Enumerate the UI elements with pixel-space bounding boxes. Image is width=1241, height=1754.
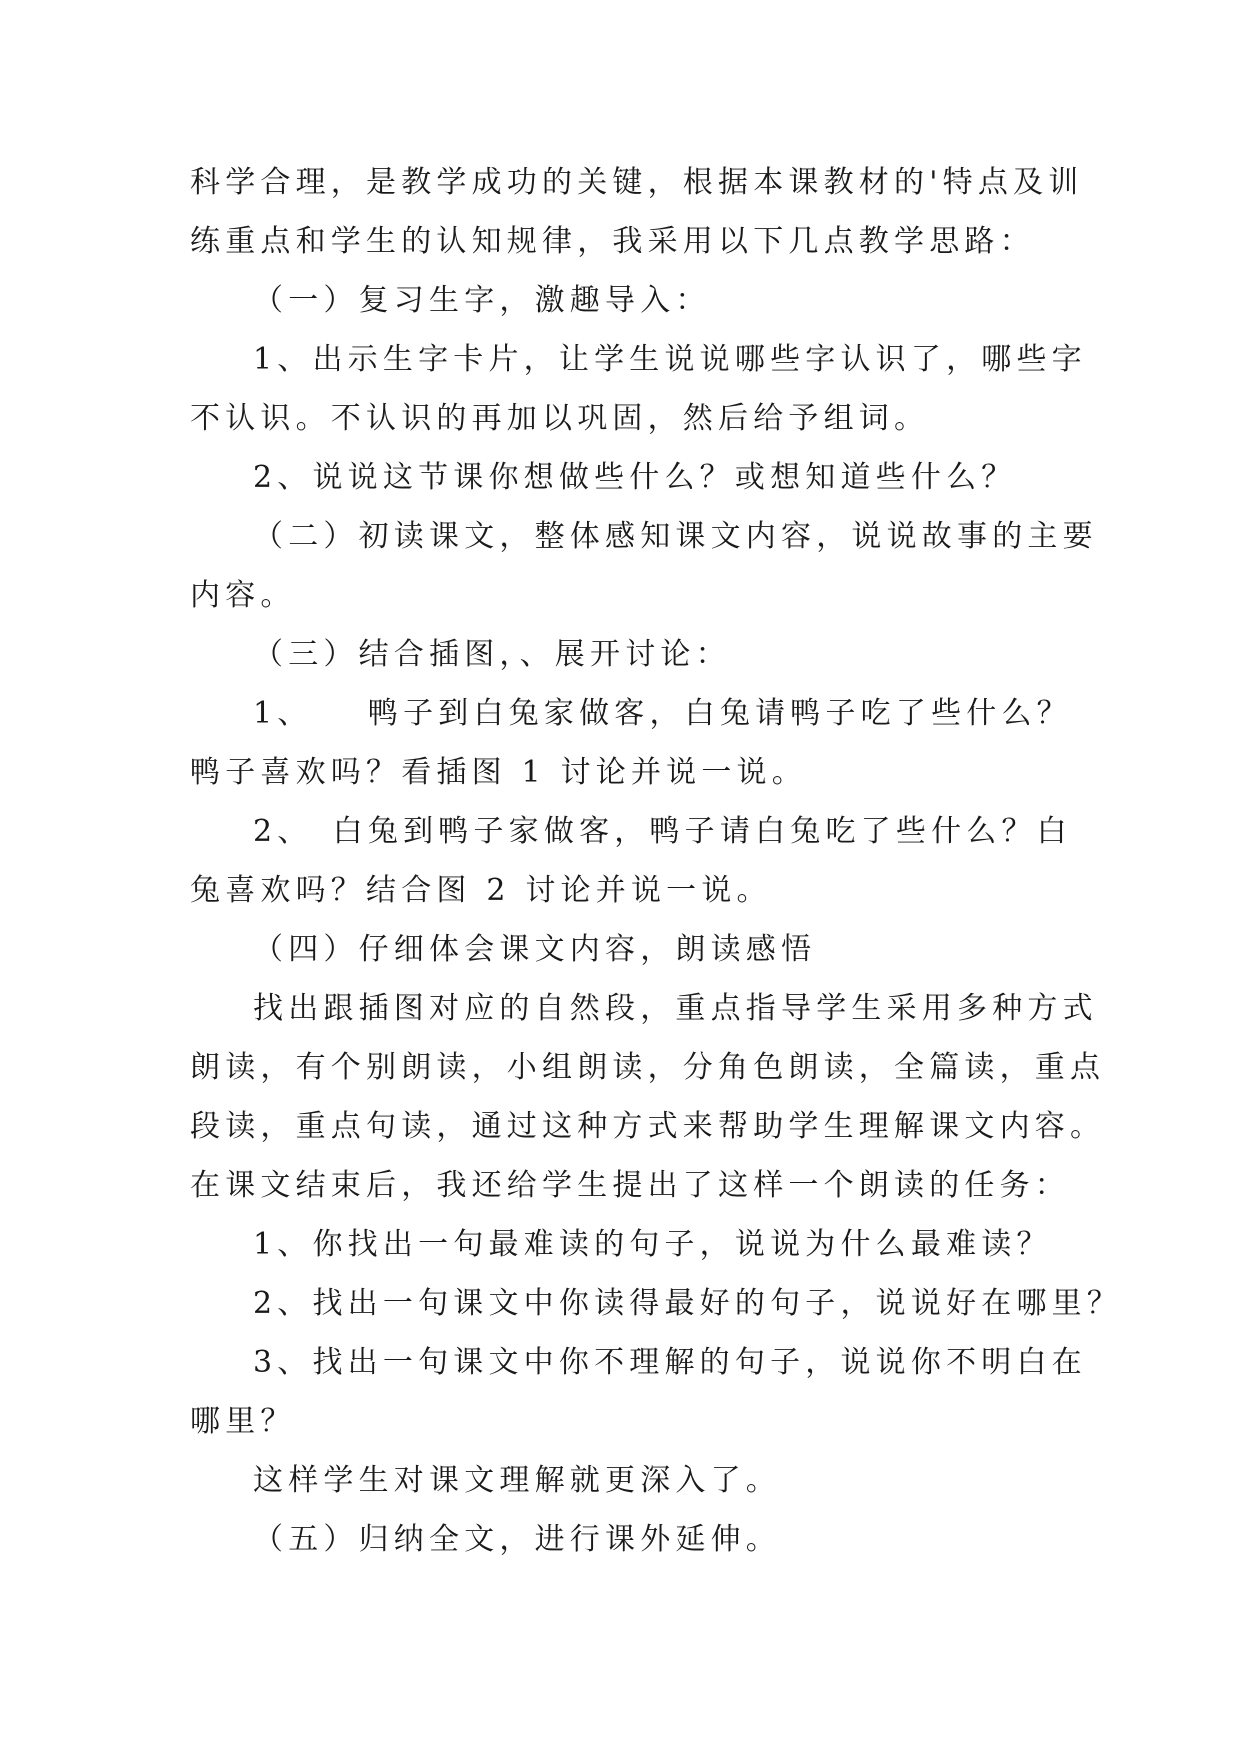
section-heading: （四）仔细体会课文内容，朗读感悟 [253,932,817,967]
section-heading: （一）复习生字，激趣导入： [253,283,711,318]
text-line: 鸭子喜欢吗？看插图 1 讨论并说一说。 [190,755,807,790]
text-line: 兔喜欢吗？结合图 2 讨论并说一说。 [190,873,772,908]
text-line: 段读，重点句读，通过这种方式来帮助学生理解课文内容。 [190,1109,1106,1144]
text-line: 3、找出一句课文中你不理解的句子，说说你不明白在 [253,1345,1087,1380]
text-line: 1、你找出一句最难读的句子，说说为什么最难读？ [253,1227,1052,1262]
text-line: 1、 鸭子到白兔家做客，白兔请鸭子吃了些什么？ [253,696,1072,731]
text-line: 找出跟插图对应的自然段，重点指导学生采用多种方式 [253,991,1098,1026]
text-line: 这样学生对课文理解就更深入了。 [253,1463,781,1498]
section-heading: （二）初读课文，整体感知课文内容，说说故事的主要 [253,519,1098,554]
text-line: 科学合理，是教学成功的关键，根据本课教材的'特点及训 [190,165,1084,200]
text-line: 朗读，有个别朗读，小组朗读，分角色朗读，全篇读，重点 [190,1050,1106,1085]
text-line: 2、说说这节课你想做些什么？或想知道些什么？ [253,460,1017,495]
text-line: 哪里？ [190,1404,296,1439]
text-line: 练重点和学生的认知规律，我采用以下几点教学思路： [190,224,1035,259]
text-line: 2、找出一句课文中你读得最好的句子，说说好在哪里？ [253,1286,1123,1321]
text-line: 内容。 [190,578,296,613]
section-heading: （五）归纳全文，进行课外延伸。 [253,1522,781,1557]
section-heading: （三）结合插图，、展开讨论： [253,637,731,672]
text-line: 1、出示生字卡片，让学生说说哪些字认识了，哪些字 [253,342,1087,377]
text-line: 在课文结束后，我还给学生提出了这样一个朗读的任务： [190,1168,1070,1203]
text-line: 2、 白兔到鸭子家做客，鸭子请白兔吃了些什么？白 [253,814,1072,849]
text-line: 不认识。不认识的再加以巩固，然后给予组词。 [190,401,930,436]
